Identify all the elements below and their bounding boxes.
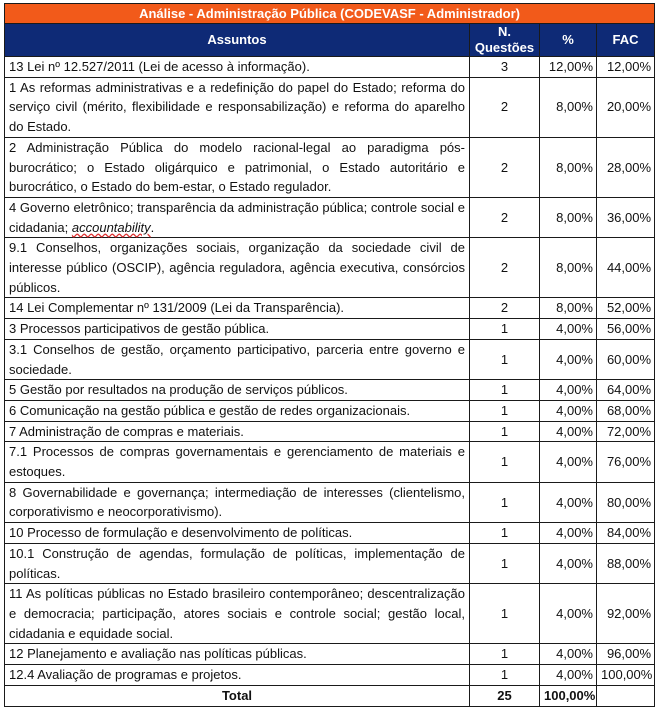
row-fac: 36,00% [597,197,655,237]
table-title-row [5,4,655,24]
row-fac: 68,00% [597,400,655,421]
row-percent: 12,00% [540,57,597,78]
table-row [5,319,655,340]
row-subject-text: 3 Processos participativos de gestão pública. [9,321,270,337]
table-header-row [5,24,655,57]
row-subject-text: 8 Governabilidade e governança; intermediação de interesses (clientelismo, corporativismo e neocorporativismo). [9,484,465,520]
row-subject-text: 11 As políticas públicas no Estado brasileiro contemporâneo; descentralização e democracia; participação, atores sociais e controle social; gestão local, cidadania e equidade social. [9,586,465,641]
row-subject-tail: . [150,219,155,235]
row-percent: 4,00% [540,400,597,421]
table-row [5,238,655,298]
table-row [5,421,655,442]
row-questions: 3 [470,57,540,78]
table-row [5,298,655,319]
row-subject-text: 7 Administração de compras e materiais. [9,423,244,439]
row-subject [5,339,470,379]
row-subject-text: 6 Comunicação na gestão pública e gestão de redes organizacionais. [9,402,411,418]
row-questions: 1 [470,339,540,379]
analysis-table-container [4,3,654,707]
table-title: Análise - Administração Pública (CODEVASF - Administrador) [5,4,655,24]
header-questions [470,24,540,57]
row-fac: 28,00% [597,137,655,197]
row-questions: 2 [470,197,540,237]
row-percent: 4,00% [540,421,597,442]
row-fac: 88,00% [597,543,655,583]
row-subject-text: 7.1 Processos de compras governamentais e gerenciamento de materiais e estoques. [9,444,465,480]
table-row [5,665,655,686]
row-subject [5,298,470,319]
table-row [5,77,655,137]
row-subject [5,238,470,298]
row-questions: 2 [470,238,540,298]
row-subject-text: 12 Planejamento e avaliação nas políticas públicas. [9,646,307,662]
row-subject-text: 10 Processo de formulação e desenvolvimento de políticas. [9,525,353,541]
row-percent: 4,00% [540,482,597,522]
row-percent: 4,00% [540,523,597,544]
row-percent: 4,00% [540,665,597,686]
row-subject [5,77,470,137]
row-subject [5,523,470,544]
row-subject [5,644,470,665]
row-subject-text: 13 Lei nº 12.527/2011 (Lei de acesso à informação). [9,59,310,74]
row-percent: 4,00% [540,319,597,340]
row-questions: 2 [470,137,540,197]
row-questions: 1 [470,665,540,686]
row-fac: 84,00% [597,523,655,544]
row-subject-text: 5 Gestão por resultados na produção de serviços públicos. [9,382,348,398]
row-percent: 4,00% [540,644,597,665]
row-subject-text: 4 Governo eletrônico; transparência da administração pública; controle social e cidadania; [9,199,465,235]
row-fac: 92,00% [597,584,655,644]
row-subject [5,319,470,340]
total-label: Total [5,685,470,706]
row-questions: 2 [470,298,540,319]
row-fac: 44,00% [597,238,655,298]
total-percent: 100,00% [540,685,597,706]
row-fac: 100,00% [597,665,655,686]
row-fac: 52,00% [597,298,655,319]
row-subject-text: 3.1 Conselhos de gestão, orçamento participativo, parceria entre governo e sociedade. [9,341,465,377]
row-subject-text: 9.1 Conselhos, organizações sociais, organização da sociedade civil de interesse público (OSCIP), agência reguladora, agência executiva, consórcios públicos. [9,240,465,295]
row-subject [5,442,470,482]
row-percent: 4,00% [540,380,597,401]
row-questions: 2 [470,77,540,137]
header-questions-line2: Questões [474,40,535,55]
row-subject [5,380,470,401]
row-questions: 1 [470,319,540,340]
row-questions: 1 [470,584,540,644]
row-fac: 20,00% [597,77,655,137]
table-row [5,523,655,544]
row-subject [5,482,470,522]
row-fac: 80,00% [597,482,655,522]
header-subject: Assuntos [5,24,470,57]
total-questions: 25 [470,685,540,706]
row-fac: 76,00% [597,442,655,482]
row-subject-text: 14 Lei Complementar nº 131/2009 (Lei da Transparência). [9,300,345,316]
row-subject [5,57,470,78]
total-fac [597,685,655,706]
row-subject [5,665,470,686]
row-fac: 96,00% [597,644,655,665]
table-body [5,57,655,686]
table-row [5,543,655,583]
table-row [5,339,655,379]
row-subject-text: 10.1 Construção de agendas, formulação de políticas, implementação de políticas. [9,545,465,581]
row-subject-text: 12.4 Avaliação de programas e projetos. [9,667,242,683]
total-row [5,685,655,706]
row-percent: 4,00% [540,543,597,583]
row-subject [5,584,470,644]
row-questions: 1 [470,482,540,522]
table-row [5,400,655,421]
row-questions: 1 [470,421,540,442]
table-row [5,57,655,78]
row-subject-text: 1 As reformas administrativas e a redefinição do papel do Estado; reforma do serviço civil (mérito, flexibilidade e responsabilização) e reforma do aparelho do Estado. [9,79,465,135]
row-questions: 1 [470,380,540,401]
row-subject [5,543,470,583]
row-percent: 4,00% [540,442,597,482]
table-row [5,197,655,237]
row-percent: 4,00% [540,584,597,644]
row-percent: 8,00% [540,238,597,298]
row-fac: 72,00% [597,421,655,442]
row-subject-emphasis: accountability [71,219,151,235]
row-percent: 8,00% [540,77,597,137]
row-percent: 8,00% [540,298,597,319]
table-row [5,644,655,665]
row-subject [5,400,470,421]
row-subject [5,421,470,442]
header-fac: FAC [597,24,655,57]
row-questions: 1 [470,543,540,583]
row-percent: 8,00% [540,137,597,197]
row-percent: 4,00% [540,339,597,379]
table-row [5,584,655,644]
header-percent: % [540,24,597,57]
row-questions: 1 [470,644,540,665]
table-row [5,442,655,482]
table-row [5,482,655,522]
row-questions: 1 [470,442,540,482]
row-percent: 8,00% [540,197,597,237]
row-fac: 60,00% [597,339,655,379]
row-subject [5,197,470,237]
table-row [5,380,655,401]
row-subject-text: 2 Administração Pública do modelo racional-legal ao paradigma pós-burocrático; o Estado oligárquico e patrimonial, o Estado autoritário e burocrático, o Estado do bem-estar, o Estado regulador. [9,139,465,195]
header-questions-line1: N. [498,24,511,39]
row-fac: 12,00% [597,57,655,78]
row-questions: 1 [470,400,540,421]
row-questions: 1 [470,523,540,544]
row-fac: 64,00% [597,380,655,401]
row-subject [5,137,470,197]
table-row [5,137,655,197]
analysis-table [4,3,655,707]
row-fac: 56,00% [597,319,655,340]
